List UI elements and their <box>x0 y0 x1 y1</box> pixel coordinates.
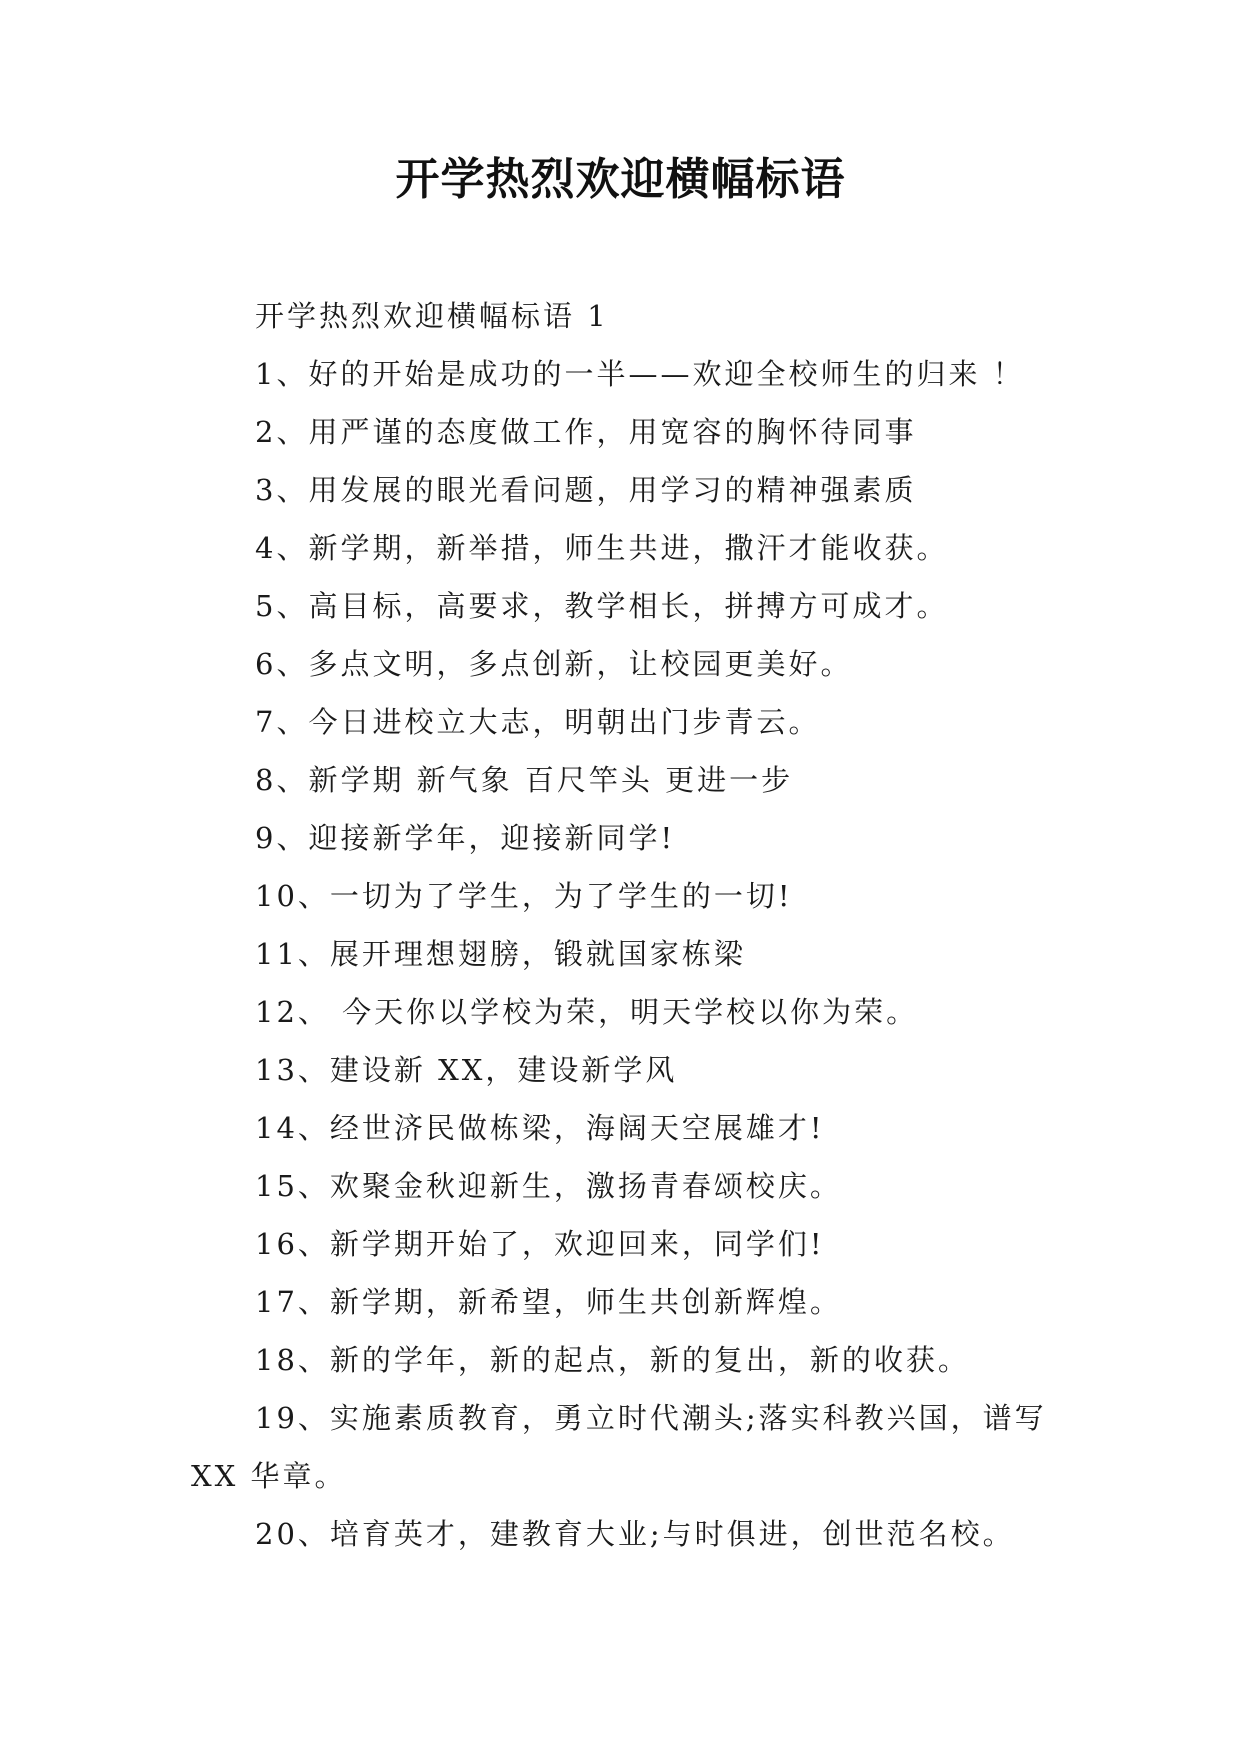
list-item: 4、新学期，新举措，师生共进，撒汗才能收获。 <box>255 531 949 565</box>
list-item: 3、用发展的眼光看问题，用学习的精神强素质 <box>255 473 917 507</box>
list-item: 2、用严谨的态度做工作，用宽容的胸怀待同事 <box>255 415 917 449</box>
list-item: 18、新的学年，新的起点，新的复出，新的收获。 <box>255 1343 970 1377</box>
list-item: 14、经世济民做栋梁，海阔天空展雄才! <box>255 1111 825 1145</box>
list-item: 6、多点文明，多点创新，让校园更美好。 <box>255 647 853 681</box>
list-item: 19、实施素质教育，勇立时代潮头;落实科教兴国，谱写 XX 华章。 <box>191 1401 1047 1493</box>
list-item: 13、建设新 XX，建设新学风 <box>255 1053 678 1087</box>
list-item: 5、高目标，高要求，教学相长，拼搏方可成才。 <box>255 589 949 623</box>
document-body <box>191 287 1051 1563</box>
list-item: 11、展开理想翅膀，锻就国家栋梁 <box>255 937 746 971</box>
list-item: 8、新学期 新气象 百尺竿头 更进一步 <box>255 763 794 797</box>
list-item: 20、培育英才，建教育大业;与时俱进，创世范名校。 <box>255 1517 1015 1551</box>
list-item: 7、今日进校立大志，明朝出门步青云。 <box>255 705 821 739</box>
list-item: 16、新学期开始了，欢迎回来，同学们! <box>255 1227 825 1261</box>
list-item: 17、新学期，新希望，师生共创新辉煌。 <box>255 1285 842 1319</box>
list-item: 9、迎接新学年，迎接新同学! <box>255 821 676 855</box>
page-title: 开学热烈欢迎横幅标语 <box>395 154 846 205</box>
section-heading: 开学热烈欢迎横幅标语 1 <box>255 299 609 333</box>
list-item: 15、欢聚金秋迎新生，激扬青春颂校庆。 <box>255 1169 842 1203</box>
list-item: 10、一切为了学生，为了学生的一切! <box>255 879 793 913</box>
list-item: 1、好的开始是成功的一半——欢迎全校师生的归来 ！ <box>255 357 1025 391</box>
list-item: 12、 今天你以学校为荣，明天学校以你为荣。 <box>255 995 919 1029</box>
